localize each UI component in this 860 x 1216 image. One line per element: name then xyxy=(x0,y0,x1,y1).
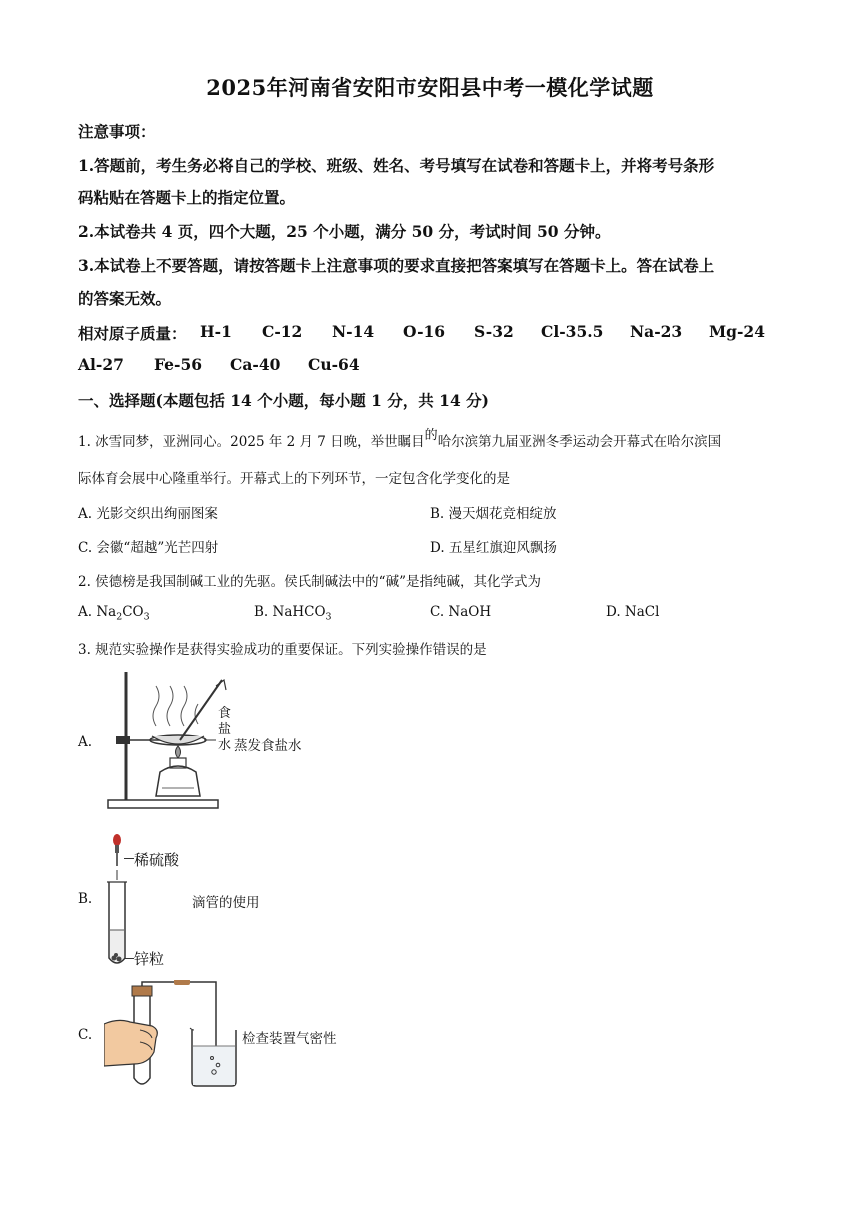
atomic-mass-cl: Cl-35.5 xyxy=(541,322,604,341)
notice-item-3-line-1: 3.本试卷上不要答题，请按答题卡上注意事项的要求直接把答案填写在答题卡上。答在试卷上 xyxy=(78,256,715,275)
section-heading: 一、选择题(本题包括 14 个小题，每小题 1 分，共 14 分) xyxy=(78,391,489,410)
atomic-mass-al: Al-27 xyxy=(78,355,124,374)
q3-option-b-label: B. xyxy=(78,891,93,907)
atomic-mass-h: H-1 xyxy=(200,322,232,341)
q1-option-d: D. 五星红旗迎风飘扬 xyxy=(430,540,557,556)
atomic-mass-c: C-12 xyxy=(262,322,303,341)
q3-a-figure-char-1: 食 xyxy=(218,706,232,721)
notice-item-3-line-2: 的答案无效。 xyxy=(78,289,172,308)
q2-option-a-sub: 2 xyxy=(116,611,123,623)
atomic-mass-o: O-16 xyxy=(403,322,446,341)
dropper-label-line xyxy=(124,858,134,859)
q1-stem-sup: 的 xyxy=(424,428,438,443)
q2-option-a-sub2: 3 xyxy=(143,611,150,623)
atomic-mass-s: S-32 xyxy=(474,322,514,341)
atomic-mass-label: 相对原子质量： xyxy=(78,324,187,343)
q3-a-figure-char-2: 盐 xyxy=(218,722,232,737)
q3-a-figure-char-3: 水 xyxy=(218,738,232,753)
atomic-mass-ca: Ca-40 xyxy=(230,355,281,374)
atomic-mass-cu: Cu-64 xyxy=(308,355,360,374)
notice-item-1-line-2: 码粘贴在答题卡上的指定位置。 xyxy=(78,188,296,207)
q2-option-c: C. NaOH xyxy=(430,604,492,620)
q3-stem: 3. 规范实验操作是获得实验成功的重要保证。下列实验操作错误的是 xyxy=(78,642,487,658)
page-title: 2025年河南省安阳市安阳县中考一模化学试题 xyxy=(206,75,654,100)
q1-option-a: A. 光影交织出绚丽图案 xyxy=(78,506,218,522)
q3-b-figure-bottom-label: 锌粒 xyxy=(134,950,165,968)
q1-option-c: C. 会徽“超越”光芒四射 xyxy=(78,540,219,556)
q1-stem-line-1 xyxy=(78,430,721,450)
q2-stem: 2. 侯德榜是我国制碱工业的先驱。侯氏制碱法中的“碱”是指纯碱，其化学式为 xyxy=(78,574,541,590)
q1-stem-line-1a: 1. 冰雪同梦，亚洲同心。2025 年 2 月 7 日晚，举世瞩目 xyxy=(78,434,425,450)
notice-item-1-line-1: 1.答题前，考生务必将自己的学校、班级、姓名、考号填写在试卷和答题卡上，并将考号条形 xyxy=(78,156,715,175)
q2-option-d: D. NaCl xyxy=(606,604,660,620)
q3-b-figure-top-label: 稀硫酸 xyxy=(134,851,180,869)
notice-item-2: 2.本试卷共 4 页，四个大题，25 个小题，满分 50 分，考试时间 50 分钟。 xyxy=(78,222,611,241)
q2-option-a-prefix: A. Na xyxy=(78,604,117,620)
atomic-mass-n: N-14 xyxy=(332,322,375,341)
q2-option-b-sub: 3 xyxy=(325,611,332,623)
atomic-mass-fe: Fe-56 xyxy=(154,355,203,374)
q3-option-c-label: C. xyxy=(78,1027,93,1043)
q3-option-c-caption: 检查装置气密性 xyxy=(242,1031,337,1047)
q3-a-figure-label xyxy=(218,706,231,754)
q1-option-b: B. 漫天烟花竞相绽放 xyxy=(430,506,557,522)
q1-stem-line-2: 际体育会展中心隆重举行。开幕式上的下列环节，一定包含化学变化的是 xyxy=(78,471,510,487)
dropper-test-tube-figure xyxy=(104,830,134,970)
zinc-label-line xyxy=(124,958,134,959)
q3-option-a-caption: 蒸发食盐水 xyxy=(234,738,302,754)
q2-option-a-mid: CO xyxy=(122,604,144,620)
q1-stem-line-1b: 哈尔滨第九届亚洲冬季运动会开幕式在哈尔滨国 xyxy=(437,434,722,450)
q2-option-a xyxy=(78,604,150,623)
q2-option-b xyxy=(254,604,332,623)
airtightness-check-figure xyxy=(104,980,240,1092)
q3-option-b-caption: 滴管的使用 xyxy=(192,895,260,911)
atomic-mass-na: Na-23 xyxy=(630,322,683,341)
notice-heading: 注意事项： xyxy=(78,122,156,141)
atomic-mass-mg: Mg-24 xyxy=(709,322,765,341)
q2-option-b-prefix: B. NaHCO xyxy=(254,604,326,620)
q3-option-a-label: A. xyxy=(78,734,93,750)
